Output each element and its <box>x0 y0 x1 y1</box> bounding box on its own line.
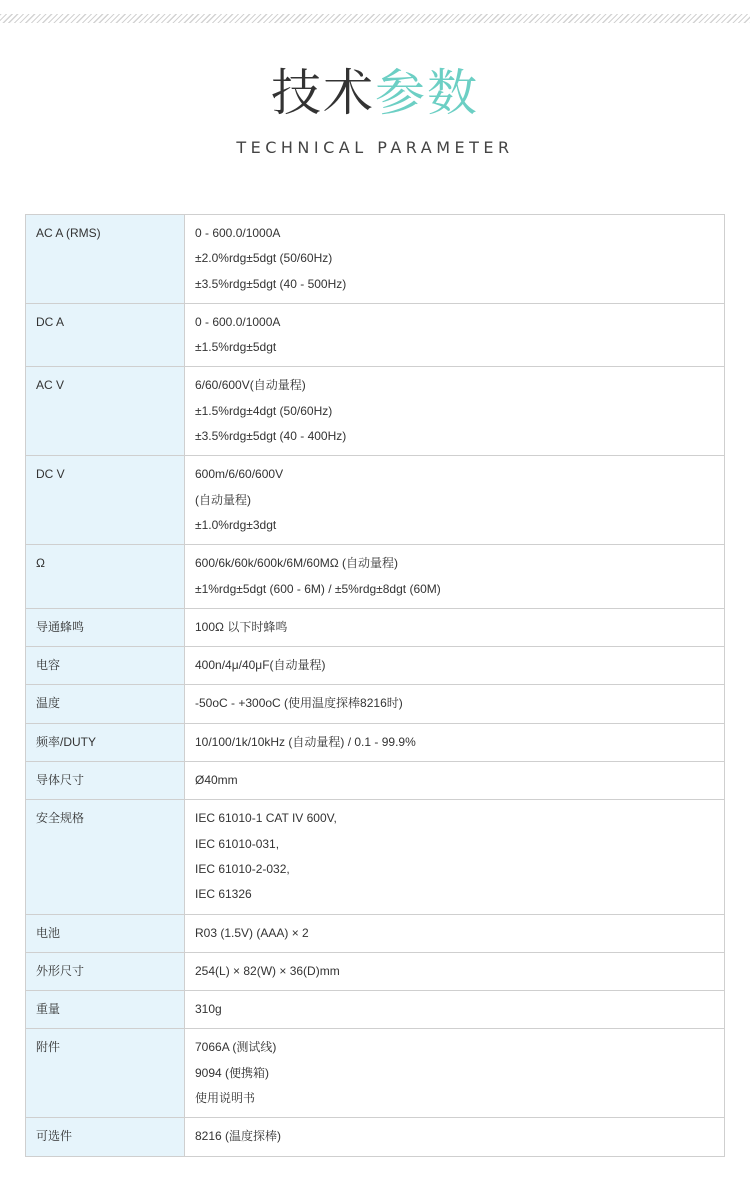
spec-values <box>185 723 725 761</box>
spec-values <box>185 367 725 456</box>
spec-values <box>185 215 725 304</box>
spec-label: 重量 <box>26 991 185 1029</box>
spec-value-line: 7066A (测试线) <box>195 1040 277 1055</box>
spec-value-line: IEC 61010-1 CAT IV 600V, <box>195 811 337 826</box>
table-row <box>26 1118 725 1156</box>
spec-value-line: 600/6k/60k/600k/6M/60MΩ (自动量程) <box>195 556 399 571</box>
table-row <box>26 991 725 1029</box>
spec-values <box>185 303 725 367</box>
table-row <box>26 215 725 304</box>
table-row <box>26 952 725 990</box>
page-subtitle: TECHNICAL PARAMETER <box>236 138 514 157</box>
table-row <box>26 800 725 914</box>
spec-values <box>185 608 725 646</box>
spec-label: AC V <box>26 367 185 456</box>
spec-value-line: 400n/4μ/40μF(自动量程) <box>195 658 326 673</box>
spec-value-line: ±3.5%rdg±5dgt (40 - 400Hz) <box>195 429 347 444</box>
spec-value-line: ±1.0%rdg±3dgt <box>195 517 277 532</box>
spec-label: 电容 <box>26 647 185 685</box>
spec-values <box>185 800 725 914</box>
spec-value-line: IEC 61010-031, <box>195 836 280 851</box>
spec-value-line: 0 - 600.0/1000A <box>195 226 281 240</box>
spec-value-line: Ø40mm <box>195 773 238 788</box>
spec-label: DC V <box>26 456 185 545</box>
spec-value-line: 8216 (温度探棒) <box>195 1129 282 1144</box>
spec-table <box>25 214 725 1157</box>
table-row <box>26 685 725 723</box>
spec-value-line: ±2.0%rdg±5dgt (50/60Hz) <box>195 251 333 266</box>
spec-value-line: 9094 (便携箱) <box>195 1065 270 1080</box>
spec-values <box>185 914 725 952</box>
table-row <box>26 367 725 456</box>
spec-value-line: IEC 61010-2-032, <box>195 861 290 876</box>
spec-value-line: 10/100/1k/10kHz (自动量程) / 0.1 - 99.9% <box>195 734 416 749</box>
spec-values <box>185 991 725 1029</box>
spec-value-line: (自动量程) <box>195 492 251 507</box>
spec-values <box>185 952 725 990</box>
spec-values <box>185 456 725 545</box>
spec-label: 温度 <box>26 685 185 723</box>
spec-label: 导通蜂鸣 <box>26 608 185 646</box>
spec-label: 可选件 <box>26 1118 185 1156</box>
spec-value-line: ±1%rdg±5dgt (600 - 6M) / ±5%rdg±8dgt (60M) <box>195 581 441 596</box>
spec-label: DC A <box>26 303 185 367</box>
spec-table-body <box>26 215 725 1157</box>
spec-values <box>185 545 725 609</box>
spec-label: Ω <box>26 545 185 609</box>
spec-label: 安全规格 <box>26 800 185 914</box>
table-row <box>26 545 725 609</box>
spec-value-line: 6/60/600V(自动量程) <box>195 378 306 393</box>
spec-value-line: 100Ω 以下时蜂鸣 <box>195 619 288 634</box>
table-row <box>26 608 725 646</box>
spec-value-line: ±1.5%rdg±5dgt <box>195 340 277 355</box>
spec-label: 附件 <box>26 1029 185 1118</box>
spec-values <box>185 685 725 723</box>
spec-values <box>185 762 725 800</box>
spec-value-line: ±1.5%rdg±4dgt (50/60Hz) <box>195 403 333 418</box>
spec-label: 外形尺寸 <box>26 952 185 990</box>
spec-value-line: R03 (1.5V) (AAA) × 2 <box>195 925 309 940</box>
spec-label: 电池 <box>26 914 185 952</box>
spec-label: 导体尺寸 <box>26 762 185 800</box>
spec-values <box>185 647 725 685</box>
spec-values <box>185 1029 725 1118</box>
spec-value-line: 0 - 600.0/1000A <box>195 314 281 329</box>
spec-value-line: ±3.5%rdg±5dgt (40 - 500Hz) <box>195 276 347 291</box>
table-row <box>26 762 725 800</box>
top-decorative-stripe <box>0 14 750 23</box>
spec-label: AC A (RMS) <box>26 215 185 304</box>
spec-values <box>185 1118 725 1156</box>
spec-value-line: 254(L) × 82(W) × 36(D)mm <box>195 963 340 978</box>
title-accent-part: 参数 <box>375 64 479 122</box>
table-row <box>26 914 725 952</box>
spec-value-line: 600m/6/60/600V <box>195 467 284 482</box>
table-row <box>26 723 725 761</box>
title-dark-part: 技术 <box>271 64 375 122</box>
spec-label: 频率/DUTY <box>26 723 185 761</box>
table-row <box>26 1029 725 1118</box>
spec-value-line: -50oC - +300oC (使用温度探棒8216时) <box>195 696 403 711</box>
page-title <box>0 58 750 128</box>
table-row <box>26 303 725 367</box>
section-header <box>0 58 750 157</box>
spec-value-line: 使用说明书 <box>195 1091 256 1106</box>
spec-value-line: 310g <box>195 1002 222 1017</box>
table-row <box>26 647 725 685</box>
spec-value-line: IEC 61326 <box>195 887 252 902</box>
table-row <box>26 456 725 545</box>
